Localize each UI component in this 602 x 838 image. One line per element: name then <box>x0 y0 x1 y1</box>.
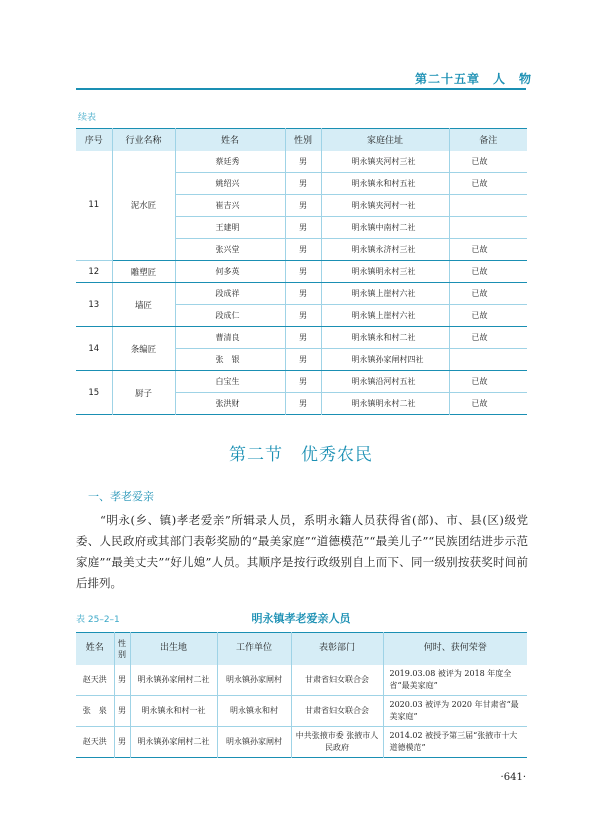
col-header: 出生地 <box>130 633 217 665</box>
person-sex: 男 <box>285 371 321 393</box>
person-name: 张兴堂 <box>175 239 285 261</box>
table-number-label: 表 25–2–1 <box>76 615 120 625</box>
person-address: 明永镇上崖村六社 <box>321 305 449 327</box>
subsection-title: 一、孝老爱亲 <box>88 490 154 503</box>
person-sex: 男 <box>285 305 321 327</box>
person-address: 明永镇永和村五社 <box>321 173 449 195</box>
person-birthplace: 明永镇孙家闸村二社 <box>130 727 217 758</box>
person-name: 张洪财 <box>175 393 285 415</box>
person-name: 何多英 <box>175 261 285 283</box>
person-sex: 男 <box>285 283 321 305</box>
person-note: 已故 <box>449 173 527 195</box>
person-sex: 男 <box>114 665 130 696</box>
person-name: 段成仁 <box>175 305 285 327</box>
table-title: 明永镇孝老爱亲人员 <box>251 612 351 625</box>
person-name: 张 银 <box>175 349 285 371</box>
col-header: 工作单位 <box>217 633 291 665</box>
person-name: 崔吉兴 <box>175 195 285 217</box>
col-header: 性别 <box>285 129 321 151</box>
person-workplace: 明永镇永和村 <box>217 696 291 727</box>
table-row <box>76 371 527 393</box>
person-address: 明永镇上崖村六社 <box>321 283 449 305</box>
header-rule <box>76 88 526 90</box>
artisan-table <box>76 128 527 415</box>
award-department: 甘肃省妇女联合会 <box>291 665 383 696</box>
person-note <box>449 349 527 371</box>
person-birthplace: 明永镇永和村一社 <box>130 696 217 727</box>
person-note: 已故 <box>449 327 527 349</box>
person-address: 明永镇沿河村五社 <box>321 371 449 393</box>
award-honor: 2014.02 被授予第三届“张掖市十大道德模范” <box>389 731 518 752</box>
chapter-header: 第二十五章 人 物 <box>414 72 532 86</box>
col-header: 性别 <box>114 633 130 665</box>
col-header: 表彰部门 <box>291 633 383 665</box>
person-sex: 男 <box>285 151 321 173</box>
person-note: 已故 <box>449 151 527 173</box>
group-number: 13 <box>76 283 112 327</box>
person-birthplace: 明永镇孙家闸村二社 <box>130 665 217 696</box>
table-row <box>76 283 527 305</box>
person-note: 已故 <box>449 371 527 393</box>
col-header: 姓名 <box>175 129 285 151</box>
col-header: 家庭住址 <box>321 129 449 151</box>
group-number: 15 <box>76 371 112 415</box>
filial-piety-table <box>76 632 527 758</box>
group-number: 14 <box>76 327 112 371</box>
person-name: 段成祥 <box>175 283 285 305</box>
person-address: 明永镇夹河村三社 <box>321 151 449 173</box>
person-address: 明永镇夹河村一社 <box>321 195 449 217</box>
person-name: 赵天洪 <box>76 727 114 758</box>
person-name: 曹清良 <box>175 327 285 349</box>
person-name: 姚绍兴 <box>175 173 285 195</box>
col-header: 序号 <box>76 129 112 151</box>
trade-name: 泥水匠 <box>112 151 175 261</box>
col-header: 备注 <box>449 129 527 151</box>
body-paragraph: “明永(乡、镇)孝老爱亲”所辑录人员，系明永籍人员获得省(部)、市、县(区)级党委、人民政府或其部门表彰奖励的“最美家庭”“道德模范”“最美儿子”“民族团结进步示范家庭”“最美丈夫”“好儿媳”人员。其顺序是按行政级别自上而下、同一级别按获奖时间前后排列。 <box>76 513 528 590</box>
award-department: 中共张掖市委 张掖市人民政府 <box>291 727 383 758</box>
person-sex: 男 <box>114 696 130 727</box>
person-address: 明永镇明永村三社 <box>321 261 449 283</box>
person-note: 已故 <box>449 239 527 261</box>
section-title: 第二节 优秀农民 <box>229 445 373 465</box>
person-address: 明永镇永济村三社 <box>321 239 449 261</box>
person-note: 已故 <box>449 305 527 327</box>
person-sex: 男 <box>285 327 321 349</box>
person-name: 张 泉 <box>76 696 114 727</box>
table-row <box>76 727 527 758</box>
person-name: 蔡廷秀 <box>175 151 285 173</box>
table-row <box>76 665 527 696</box>
person-workplace: 明永镇孙家闸村 <box>217 665 291 696</box>
trade-name: 厨子 <box>112 371 175 415</box>
person-sex: 男 <box>285 393 321 415</box>
award-honor: 2020.03 被评为 2020 年甘肃省“最美家庭” <box>383 696 527 727</box>
person-address: 明永镇孙家闸村四社 <box>321 349 449 371</box>
person-sex: 男 <box>285 349 321 371</box>
table-row <box>76 696 527 727</box>
page-number: ·641· <box>500 772 526 783</box>
person-address: 明永镇中南村二社 <box>321 217 449 239</box>
person-note: 已故 <box>449 261 527 283</box>
person-name: 白宝生 <box>175 371 285 393</box>
col-header: 姓名 <box>76 633 114 665</box>
col-header: 行业名称 <box>112 129 175 151</box>
trade-name: 雕塑匠 <box>112 261 175 283</box>
person-sex: 男 <box>285 261 321 283</box>
person-sex: 男 <box>285 239 321 261</box>
person-name: 王建明 <box>175 217 285 239</box>
table-row <box>76 261 527 283</box>
continued-table-label: 续表 <box>78 113 97 123</box>
table-row <box>76 151 527 173</box>
trade-name: 条编匠 <box>112 327 175 371</box>
award-department: 甘肃省妇女联合会 <box>291 696 383 727</box>
col-header: 何时、获何荣誉 <box>383 633 527 665</box>
person-address: 明永镇明永村二社 <box>321 393 449 415</box>
person-note <box>449 217 527 239</box>
person-workplace: 明永镇孙家闸村 <box>217 727 291 758</box>
group-number: 11 <box>76 151 112 261</box>
person-note: 已故 <box>449 283 527 305</box>
person-sex: 男 <box>285 173 321 195</box>
person-note: 已故 <box>471 399 488 408</box>
table-header-row <box>76 129 527 151</box>
award-honor: 2019.03.08 被评为 2018 年度全省“最美家庭” <box>383 665 527 696</box>
group-number: 12 <box>76 261 112 283</box>
person-name: 赵天洪 <box>76 665 114 696</box>
table-row <box>76 327 527 349</box>
trade-name: 墙匠 <box>112 283 175 327</box>
person-address: 明永镇永和村二社 <box>321 327 449 349</box>
person-sex: 男 <box>285 217 321 239</box>
person-sex: 男 <box>114 727 130 758</box>
person-sex: 男 <box>285 195 321 217</box>
table-header-row <box>76 633 527 665</box>
person-note <box>449 195 527 217</box>
